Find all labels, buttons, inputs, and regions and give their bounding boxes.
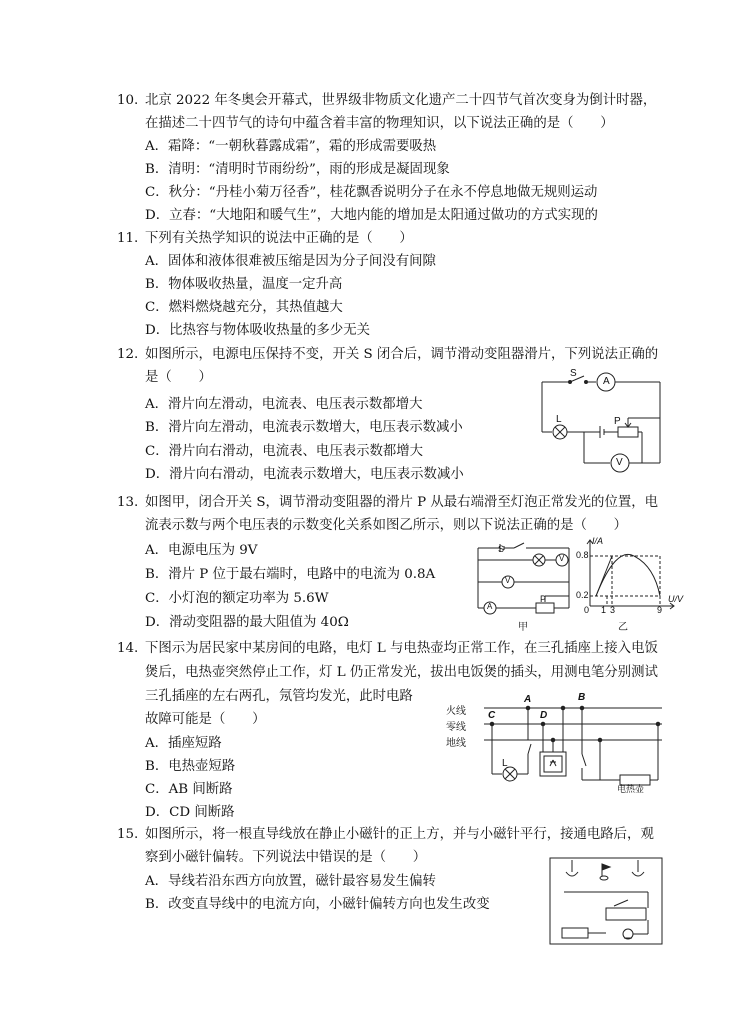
option-c: C．燃料燃烧越充分，其热值越大 xyxy=(145,300,343,315)
question-number: 13. xyxy=(117,495,139,510)
fig-label-ground: 地线 xyxy=(446,738,466,749)
option-d: D．滑动变阻器的最大阻值为 40Ω xyxy=(145,615,349,630)
option-c: C．滑片向右滑动，电流表、电压表示数都增大 xyxy=(145,444,424,459)
fig-label-neutral: 零线 xyxy=(446,722,466,733)
graph-x-tick: 3 xyxy=(610,605,616,615)
fig-label-v: V xyxy=(616,457,623,468)
option-a: A．滑片向左滑动，电流表、电压表示数都增大 xyxy=(145,397,423,412)
fig-label-d: D xyxy=(540,710,548,721)
graph-x-tick: 0 xyxy=(584,605,590,615)
oersted-experiment-diagram xyxy=(548,856,666,948)
question-number: 12. xyxy=(117,347,139,362)
fig-label-jia: 甲 xyxy=(518,622,528,633)
graph-y-axis-label: I/A xyxy=(592,536,604,546)
question-stem-line: 如图所示，电源电压保持不变，开关 S 闭合后，调节滑动变阻器滑片，下列说法正确的 xyxy=(145,347,659,362)
fig-label-live: 火线 xyxy=(446,706,466,717)
question-stem-line: 下图示为居民家中某房间的电路，电灯 L 与电热壶均正常工作，在三孔插座上接入电饭 xyxy=(145,641,658,656)
option-c: C．秋分：“丹桂小菊万径香”，桂花飘香说明分子在永不停息地做无规则运动 xyxy=(145,185,598,200)
fig-label-l: L xyxy=(556,414,562,425)
question-stem-line: 煲后，电热壶突然停止工作，灯 L 仍正常发光，拔出电饭煲的插头，用测电笔分别测试 xyxy=(145,665,658,680)
option-d: D．CD 间断路 xyxy=(145,805,235,820)
fig-label-kettle: 电热壶 xyxy=(617,785,645,795)
question-stem-line: 故障可能是（ ） xyxy=(145,712,266,727)
fig-label-a: A xyxy=(524,694,532,705)
question-stem-line: 是（ ） xyxy=(145,370,212,385)
fig-label-p: P xyxy=(614,416,621,427)
graph-y-tick: 0.8 xyxy=(576,550,589,560)
fig-label-a: A xyxy=(487,602,493,611)
option-b: B．滑片向左滑动，电流表示数增大，电压表示数减小 xyxy=(145,420,463,435)
question-stem-line: 下列有关热学知识的说法中正确的是（ ） xyxy=(145,231,413,246)
fig-label-yi: 乙 xyxy=(618,622,628,633)
option-d: D．比热容与物体吸收热量的多少无关 xyxy=(145,323,370,338)
fig-label-l: L xyxy=(502,758,508,769)
option-c: C．AB 间断路 xyxy=(145,782,233,797)
question-stem-line: 北京 2022 年冬奥会开幕式，世界级非物质文化遗产二十四节气首次变身为倒计时器， xyxy=(145,93,657,108)
option-b: B．改变直导线中的电流方向，小磁针偏转方向也发生改变 xyxy=(145,897,490,912)
question-number: 11. xyxy=(117,231,139,246)
option-d: D．立春：“大地阳和暖气生”，大地内能的增加是太阳通过做功的方式实现的 xyxy=(145,208,598,223)
question-stem-line: 三孔插座的左右两孔，氖管均发光，此时电路 xyxy=(145,689,413,704)
circuit-diagram-q12 xyxy=(536,368,666,483)
fig-label-p: P xyxy=(540,594,547,604)
question-stem-line: 如图甲，闭合开关 S，调节滑动变阻器的滑片 P 从最右端滑至灯泡正常发光的位置，电 xyxy=(145,495,659,510)
option-a: A．插座短路 xyxy=(145,736,222,751)
option-b: B．滑片 P 位于最右端时，电路中的电流为 0.8A xyxy=(145,567,436,582)
graph-x-tick: 9 xyxy=(657,605,663,615)
option-a: A．固体和液体很难被压缩是因为分子间没有间隙 xyxy=(145,254,436,269)
option-b: B．物体吸收热量，温度一定升高 xyxy=(145,277,343,292)
fig-label-v1: V xyxy=(559,554,565,563)
option-a: A．霜降：“一朝秋暮露成霜”，霜的形成需要吸热 xyxy=(145,139,437,154)
fig-label-b: B xyxy=(578,692,586,703)
fig-label-s: S xyxy=(570,368,577,379)
question-stem-line: 如图所示，将一根直导线放在静止小磁针的正上方，并与小磁针平行，接通电路后，观 xyxy=(145,827,654,842)
graph-yi xyxy=(574,536,684,620)
question-number: 15. xyxy=(117,827,139,842)
graph-x-axis-label: U/V xyxy=(668,594,684,604)
fig-label-v2: V xyxy=(505,576,511,585)
question-stem-line: 在描述二十四节气的诗句中蕴含着丰富的物理知识，以下说法正确的是（ ） xyxy=(145,116,614,131)
question-stem-line: 察到小磁针偏转。下列说法中错误的是（ ） xyxy=(145,850,427,865)
option-d: D．滑片向右滑动，电流表示数增大，电压表示数减小 xyxy=(145,467,464,482)
option-b: B．清明：“清明时节雨纷纷”，雨的形成是凝固现象 xyxy=(145,162,450,177)
question-stem-line: 流表示数与两个电压表的示数变化关系如图乙所示，则以下说法正确的是（ ） xyxy=(145,518,628,533)
question-number: 10. xyxy=(117,93,139,108)
option-b: B．电热壶短路 xyxy=(145,759,236,774)
option-a: A．导线若沿东西方向放置，磁针最容易发生偏转 xyxy=(145,874,436,889)
fig-label-a: A xyxy=(603,376,610,387)
option-a: A．电源电压为 9V xyxy=(145,543,258,558)
option-c: C．小灯泡的额定功率为 5.6W xyxy=(145,591,329,606)
fig-label-s: S xyxy=(498,544,505,554)
question-number: 14. xyxy=(117,641,139,656)
graph-y-tick: 0.2 xyxy=(576,590,589,600)
graph-x-tick: 1 xyxy=(601,605,607,615)
fig-label-c: C xyxy=(488,710,496,721)
